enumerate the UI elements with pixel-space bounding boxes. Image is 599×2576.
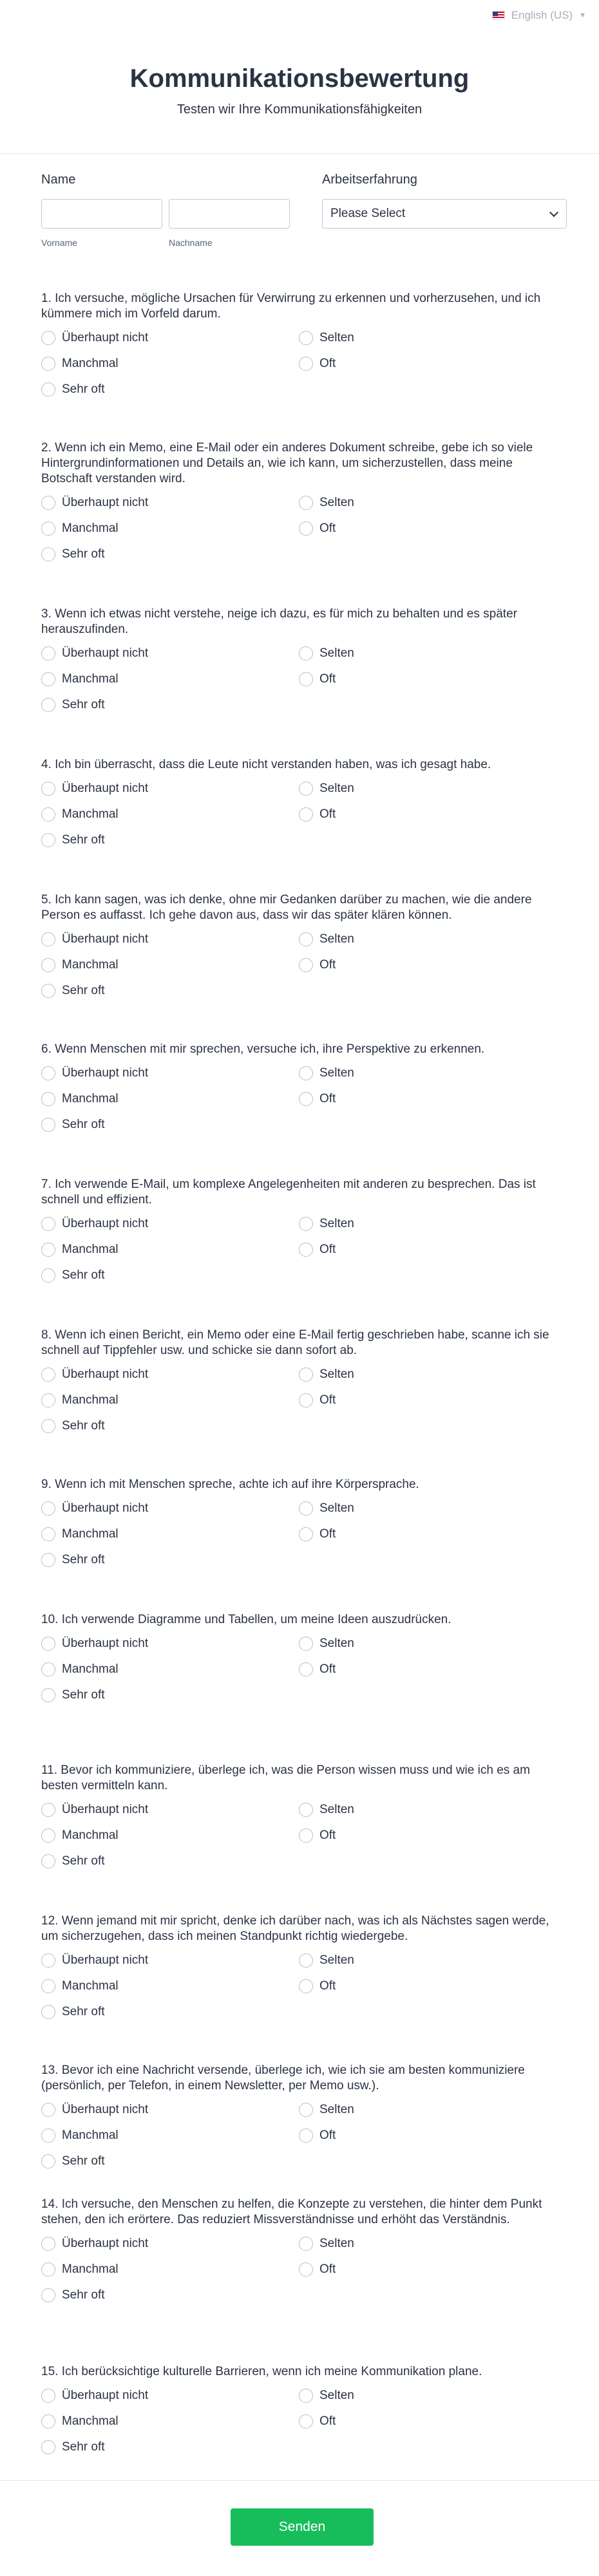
question-text: 13. Bevor ich eine Nachricht versende, überlege ich, wie ich sie am besten kommuniziere (persönlich, per Telefon, in einem Newsletter, per Memo usw.). (41, 2064, 525, 2092)
radio-circle-icon[interactable] (41, 698, 55, 712)
radio-option[interactable] (41, 382, 299, 397)
radio-option-label: Selten (319, 1637, 354, 1650)
question-text: 5. Ich kann sagen, was ich denke, ohne mir Gedanken darüber zu machen, wie die andere Person es auffasst. Ich gehe davon aus, dass wir das später klären können. (41, 893, 532, 922)
question-text: 12. Wenn jemand mit mir spricht, denke ich darüber nach, was ich als Nächstes sagen werde, um sicherzugehen, dass ich meinen Standpunkt richtig wiedergebe. (41, 1914, 549, 1943)
radio-option-label: Selten (319, 1368, 354, 1381)
question-7 (41, 1177, 563, 1283)
radio-option[interactable] (299, 2262, 556, 2277)
radio-circle-icon[interactable] (41, 382, 55, 397)
radio-circle-icon[interactable] (299, 958, 313, 972)
radio-option[interactable] (41, 1829, 299, 1843)
radio-circle-icon[interactable] (41, 932, 55, 946)
radio-option[interactable] (41, 1553, 299, 1567)
radio-circle-icon[interactable] (41, 1829, 55, 1843)
radio-option[interactable] (299, 958, 556, 972)
radio-circle-icon[interactable] (299, 1527, 313, 1541)
experience-label: Arbeitserfahrung (322, 173, 417, 187)
radio-option-label: Manchmal (62, 2414, 119, 2428)
radio-circle-icon[interactable] (299, 672, 313, 686)
radio-option-label: Manchmal (62, 1243, 119, 1256)
radio-option[interactable] (41, 331, 299, 345)
form-header (0, 64, 599, 117)
question-14 (41, 2197, 563, 2302)
radio-option-label: Oft (319, 2129, 336, 2142)
radio-option-label: Überhaupt nicht (62, 496, 149, 509)
radio-option-label: Selten (319, 331, 354, 344)
radio-option[interactable] (299, 1066, 556, 1080)
answer-options (41, 782, 563, 847)
radio-circle-icon[interactable] (299, 496, 313, 510)
first-name-sublabel: Vorname (41, 238, 78, 248)
question-text: 8. Wenn ich einen Bericht, ein Memo oder eine E-Mail fertig geschrieben habe, scanne ich sie schnell auf Tippfehler usw. und schicke sie dann sofort ab. (41, 1328, 549, 1357)
radio-option[interactable] (41, 646, 299, 661)
radio-option-label: Selten (319, 782, 354, 795)
radio-circle-icon[interactable] (41, 2154, 55, 2168)
radio-option-label: Oft (319, 672, 336, 686)
radio-option[interactable] (299, 1393, 556, 1407)
radio-option-label: Oft (319, 807, 336, 821)
radio-option-label: Manchmal (62, 807, 119, 821)
radio-circle-icon[interactable] (299, 807, 313, 822)
page-subtitle: Testen wir Ihre Kommunikationsfähigkeiten (176, 102, 423, 117)
radio-option-label: Überhaupt nicht (62, 1368, 149, 1381)
radio-circle-icon[interactable] (41, 1953, 55, 1968)
radio-circle-icon[interactable] (299, 2103, 313, 2117)
radio-circle-icon[interactable] (299, 1393, 313, 1407)
answer-options (41, 2237, 563, 2302)
radio-option[interactable] (41, 1092, 299, 1106)
radio-circle-icon[interactable] (41, 1803, 55, 1817)
radio-circle-icon[interactable] (41, 1854, 55, 1868)
radio-option-label: Manchmal (62, 1393, 119, 1407)
radio-circle-icon[interactable] (41, 2262, 55, 2277)
radio-circle-icon[interactable] (41, 2129, 55, 2143)
radio-option-label: Sehr oft (62, 1268, 105, 1282)
radio-circle-icon[interactable] (299, 1637, 313, 1651)
radio-option[interactable] (299, 1501, 556, 1516)
question-text: 3. Wenn ich etwas nicht verstehe, neige ich dazu, es für mich zu behalten und es später herauszufinden. (41, 607, 517, 636)
caret-down-icon: ▼ (579, 12, 586, 19)
radio-circle-icon[interactable] (299, 2129, 313, 2143)
question-1 (41, 291, 563, 397)
radio-option[interactable] (41, 1953, 299, 1968)
radio-circle-icon[interactable] (41, 547, 55, 561)
radio-option[interactable] (299, 1803, 556, 1817)
radio-option[interactable] (299, 1368, 556, 1382)
radio-option[interactable] (41, 1688, 299, 1702)
radio-circle-icon[interactable] (299, 1368, 313, 1382)
first-name-input[interactable] (41, 199, 162, 229)
answer-options (41, 1368, 563, 1433)
radio-option-label: Oft (319, 1829, 336, 1842)
language-selector[interactable] (492, 9, 586, 22)
radio-circle-icon[interactable] (41, 1662, 55, 1677)
radio-option[interactable] (41, 984, 299, 998)
radio-option-label: Überhaupt nicht (62, 1637, 149, 1650)
radio-option-label: Manchmal (62, 2129, 119, 2142)
radio-circle-icon[interactable] (41, 1118, 55, 1132)
radio-circle-icon[interactable] (41, 331, 55, 345)
radio-option[interactable] (299, 1637, 556, 1651)
radio-option[interactable] (41, 2103, 299, 2117)
radio-option-label: Sehr oft (62, 2288, 105, 2302)
radio-option[interactable] (299, 1953, 556, 1968)
radio-option[interactable] (299, 646, 556, 661)
experience-selected-value: Please Select (330, 207, 406, 220)
radio-circle-icon[interactable] (41, 522, 55, 536)
radio-option-label: Manchmal (62, 357, 119, 370)
radio-option-label: Manchmal (62, 1829, 119, 1842)
radio-option-label: Manchmal (62, 672, 119, 686)
radio-circle-icon[interactable] (299, 1092, 313, 1106)
radio-option-label: Sehr oft (62, 1688, 105, 1702)
radio-option[interactable] (299, 2237, 556, 2251)
footer-divider (0, 2480, 599, 2481)
radio-circle-icon[interactable] (41, 1092, 55, 1106)
radio-circle-icon[interactable] (299, 1953, 313, 1968)
radio-option-label: Sehr oft (62, 1553, 105, 1566)
radio-option[interactable] (299, 1527, 556, 1541)
answer-options (41, 646, 563, 712)
radio-circle-icon[interactable] (41, 782, 55, 796)
radio-circle-icon[interactable] (299, 782, 313, 796)
radio-option-label: Manchmal (62, 522, 119, 535)
radio-option-label: Oft (319, 1092, 336, 1105)
radio-option-label: Sehr oft (62, 382, 105, 396)
radio-option[interactable] (299, 1979, 556, 1993)
radio-option-label: Sehr oft (62, 1118, 105, 1131)
radio-option-label: Selten (319, 2103, 354, 2116)
question-text: 2. Wenn ich ein Memo, eine E-Mail oder ein anderes Dokument schreibe, gebe ich so viele Hintergrundinformationen und Details an, wie ich kann, um sicherzustellen, dass meine Botschaft verstanden wird. (41, 441, 533, 485)
question-text: 6. Wenn Menschen mit mir sprechen, versuche ich, ihre Perspektive zu erkennen. (41, 1042, 485, 1056)
question-9 (41, 1477, 563, 1567)
answer-options (41, 1066, 563, 1132)
radio-option[interactable] (41, 2262, 299, 2277)
question-8 (41, 1328, 563, 1433)
question-text: 11. Bevor ich kommuniziere, überlege ich, was die Person wissen muss und wie ich es am besten vermitteln kann. (41, 1763, 530, 1792)
radio-option-label: Überhaupt nicht (62, 1803, 149, 1816)
radio-circle-icon[interactable] (299, 357, 313, 371)
radio-circle-icon[interactable] (299, 1066, 313, 1080)
radio-option-label: Überhaupt nicht (62, 1953, 149, 1967)
question-15 (41, 2364, 563, 2454)
radio-option[interactable] (41, 1662, 299, 1677)
radio-option[interactable] (41, 1419, 299, 1433)
answer-options (41, 496, 563, 561)
radio-option[interactable] (41, 2237, 299, 2251)
radio-option[interactable] (299, 522, 556, 536)
radio-option-label: Oft (319, 1662, 336, 1676)
radio-option-label: Sehr oft (62, 833, 105, 847)
radio-option-label: Überhaupt nicht (62, 932, 149, 946)
answer-options (41, 331, 563, 397)
radio-circle-icon[interactable] (41, 1527, 55, 1541)
radio-option[interactable] (41, 1217, 299, 1231)
last-name-sublabel: Nachname (169, 238, 213, 248)
radio-option[interactable] (41, 1803, 299, 1817)
radio-option-label: Sehr oft (62, 547, 105, 561)
question-text: 10. Ich verwende Diagramme und Tabellen, um meine Ideen auszudrücken. (41, 1613, 452, 1626)
radio-option-label: Selten (319, 496, 354, 509)
radio-option-label: Oft (319, 522, 336, 535)
radio-option[interactable] (41, 2129, 299, 2143)
radio-circle-icon[interactable] (41, 2414, 55, 2429)
radio-option[interactable] (41, 932, 299, 946)
radio-circle-icon[interactable] (299, 1979, 313, 1993)
radio-circle-icon[interactable] (299, 2389, 313, 2403)
radio-option-label: Manchmal (62, 1662, 119, 1676)
page-title: Kommunikationsbewertung (129, 64, 470, 93)
radio-option[interactable] (299, 2389, 556, 2403)
radio-circle-icon[interactable] (299, 1243, 313, 1257)
radio-option[interactable] (299, 1092, 556, 1106)
radio-option-label: Überhaupt nicht (62, 646, 149, 660)
radio-option-label: Oft (319, 958, 336, 972)
radio-option[interactable] (299, 2129, 556, 2143)
answer-options (41, 1803, 563, 1868)
radio-option[interactable] (41, 2440, 299, 2454)
radio-circle-icon[interactable] (299, 646, 313, 661)
radio-option-label: Sehr oft (62, 1419, 105, 1433)
radio-circle-icon[interactable] (299, 932, 313, 946)
personal-info-section (41, 173, 556, 248)
radio-option[interactable] (41, 2389, 299, 2403)
question-13 (41, 2063, 563, 2168)
radio-option-label: Überhaupt nicht (62, 331, 149, 344)
name-field (41, 173, 290, 248)
radio-option-label: Selten (319, 932, 354, 946)
radio-option[interactable] (299, 357, 556, 371)
radio-option-label: Überhaupt nicht (62, 2103, 149, 2116)
radio-circle-icon[interactable] (41, 833, 55, 847)
radio-option[interactable] (299, 672, 556, 686)
radio-circle-icon[interactable] (299, 2262, 313, 2277)
question-3 (41, 606, 563, 712)
radio-option-label: Selten (319, 2389, 354, 2402)
radio-option[interactable] (41, 1243, 299, 1257)
radio-option-label: Selten (319, 1066, 354, 1080)
radio-option[interactable] (299, 1217, 556, 1231)
radio-circle-icon[interactable] (41, 2237, 55, 2251)
radio-option[interactable] (41, 357, 299, 371)
us-flag-icon (492, 11, 505, 20)
radio-option-label: Manchmal (62, 1527, 119, 1541)
radio-circle-icon[interactable] (299, 331, 313, 345)
submit-button[interactable]: Senden (231, 2508, 374, 2546)
question-text: 9. Wenn ich mit Menschen spreche, achte ich auf ihre Körpersprache. (41, 1478, 419, 1491)
radio-option[interactable] (299, 2103, 556, 2117)
radio-circle-icon[interactable] (41, 2389, 55, 2403)
radio-circle-icon[interactable] (41, 646, 55, 661)
radio-option-label: Überhaupt nicht (62, 2389, 149, 2402)
radio-circle-icon[interactable] (41, 1979, 55, 1993)
radio-option[interactable] (299, 1662, 556, 1677)
radio-option-label: Sehr oft (62, 2154, 105, 2168)
answer-options (41, 1953, 563, 2019)
radio-option-label: Manchmal (62, 1979, 119, 1993)
radio-circle-icon[interactable] (41, 1368, 55, 1382)
radio-option-label: Manchmal (62, 958, 119, 972)
radio-option-label: Selten (319, 1953, 354, 1967)
radio-option[interactable] (41, 1637, 299, 1651)
radio-option[interactable] (41, 522, 299, 536)
radio-option[interactable] (41, 698, 299, 712)
radio-circle-icon[interactable] (41, 1066, 55, 1080)
question-text: 7. Ich verwende E-Mail, um komplexe Angelegenheiten mit anderen zu besprechen. Das ist schnell und effizient. (41, 1178, 536, 1207)
radio-circle-icon[interactable] (41, 1243, 55, 1257)
radio-circle-icon[interactable] (299, 1803, 313, 1817)
question-4 (41, 757, 563, 847)
radio-circle-icon[interactable] (41, 496, 55, 510)
radio-option-label: Oft (319, 1393, 336, 1407)
experience-field (322, 173, 567, 248)
radio-option-label: Sehr oft (62, 1854, 105, 1868)
radio-option[interactable] (41, 958, 299, 972)
radio-option[interactable] (299, 807, 556, 822)
radio-circle-icon[interactable] (41, 1553, 55, 1567)
radio-option[interactable] (299, 331, 556, 345)
radio-option-label: Selten (319, 2237, 354, 2250)
radio-circle-icon[interactable] (299, 2414, 313, 2429)
radio-circle-icon[interactable] (41, 1501, 55, 1516)
radio-circle-icon[interactable] (41, 672, 55, 686)
radio-circle-icon[interactable] (41, 984, 55, 998)
last-name-input[interactable] (169, 199, 290, 229)
radio-option[interactable] (299, 1243, 556, 1257)
radio-circle-icon[interactable] (299, 522, 313, 536)
question-6 (41, 1042, 563, 1132)
radio-option[interactable] (41, 1118, 299, 1132)
radio-option-label: Oft (319, 2262, 336, 2276)
radio-option-label: Sehr oft (62, 984, 105, 997)
radio-option[interactable] (299, 932, 556, 946)
radio-circle-icon[interactable] (41, 2288, 55, 2302)
radio-option-label: Überhaupt nicht (62, 1217, 149, 1230)
radio-option-label: Selten (319, 1803, 354, 1816)
radio-option[interactable] (41, 782, 299, 796)
radio-option-label: Sehr oft (62, 2440, 105, 2454)
radio-option-label: Selten (319, 646, 354, 660)
radio-option-label: Manchmal (62, 1092, 119, 1105)
radio-circle-icon[interactable] (299, 1501, 313, 1516)
answer-options (41, 2103, 563, 2168)
question-12 (41, 1913, 563, 2019)
radio-circle-icon[interactable] (41, 1637, 55, 1651)
radio-option-label: Manchmal (62, 2262, 119, 2276)
radio-circle-icon[interactable] (41, 357, 55, 371)
chevron-down-icon (549, 208, 558, 217)
radio-option-label: Überhaupt nicht (62, 782, 149, 795)
radio-option[interactable] (41, 1368, 299, 1382)
radio-option[interactable] (41, 1066, 299, 1080)
radio-circle-icon[interactable] (299, 1217, 313, 1231)
radio-option-label: Oft (319, 1527, 336, 1541)
answer-options (41, 1637, 563, 1702)
radio-circle-icon[interactable] (41, 1688, 55, 1702)
radio-option[interactable] (41, 2154, 299, 2168)
answer-options (41, 2389, 563, 2454)
question-text: 15. Ich berücksichtige kulturelle Barrieren, wenn ich meine Kommunikation plane. (41, 2365, 482, 2378)
radio-circle-icon[interactable] (41, 958, 55, 972)
radio-option[interactable] (41, 1501, 299, 1516)
radio-circle-icon[interactable] (41, 1217, 55, 1231)
radio-option[interactable] (41, 1268, 299, 1283)
radio-circle-icon[interactable] (41, 1393, 55, 1407)
radio-circle-icon[interactable] (299, 1829, 313, 1843)
radio-option[interactable] (41, 833, 299, 847)
radio-option-label: Oft (319, 1979, 336, 1993)
question-text: 14. Ich versuche, den Menschen zu helfen, die Konzepte zu verstehen, die hinter dem Punkt stehen, den ich erörtere. Das reduziert Missverständnisse und erhöht das Verständnis. (41, 2197, 542, 2226)
question-5 (41, 892, 563, 998)
radio-option-label: Selten (319, 1217, 354, 1230)
question-text: 4. Ich bin überrascht, dass die Leute nicht verstanden haben, was ich gesagt habe. (41, 758, 491, 771)
radio-option[interactable] (41, 672, 299, 686)
answer-options (41, 932, 563, 998)
radio-option-label: Oft (319, 357, 336, 370)
radio-option-label: Überhaupt nicht (62, 1501, 149, 1515)
radio-option[interactable] (299, 782, 556, 796)
question-2 (41, 440, 563, 561)
name-label: Name (41, 173, 76, 187)
answer-options (41, 1501, 563, 1567)
radio-option-label: Überhaupt nicht (62, 2237, 149, 2250)
radio-circle-icon[interactable] (41, 2103, 55, 2117)
radio-circle-icon[interactable] (41, 2440, 55, 2454)
radio-option[interactable] (299, 1829, 556, 1843)
radio-option[interactable] (41, 547, 299, 561)
radio-option[interactable] (41, 2288, 299, 2302)
header-divider (0, 153, 599, 154)
radio-option[interactable] (41, 1527, 299, 1541)
radio-circle-icon[interactable] (41, 1419, 55, 1433)
question-10 (41, 1612, 563, 1702)
radio-option[interactable] (299, 2414, 556, 2429)
radio-option[interactable] (41, 2414, 299, 2429)
radio-circle-icon[interactable] (299, 1662, 313, 1677)
radio-option[interactable] (41, 2005, 299, 2019)
radio-circle-icon[interactable] (41, 1268, 55, 1283)
radio-option-label: Oft (319, 1243, 336, 1256)
radio-circle-icon[interactable] (41, 807, 55, 822)
radio-option-label: Überhaupt nicht (62, 1066, 149, 1080)
radio-option[interactable] (41, 807, 299, 822)
radio-circle-icon[interactable] (41, 2005, 55, 2019)
question-11 (41, 1763, 563, 1868)
answer-options (41, 1217, 563, 1283)
radio-option[interactable] (41, 1979, 299, 1993)
radio-option-label: Sehr oft (62, 698, 105, 711)
question-text: 1. Ich versuche, mögliche Ursachen für Verwirrung zu erkennen und vorherzusehen, und ich kümmere mich im Vorfeld darum. (41, 292, 541, 321)
radio-option-label: Oft (319, 2414, 336, 2428)
radio-option-label: Sehr oft (62, 2005, 105, 2018)
radio-option[interactable] (41, 1854, 299, 1868)
language-label: English (US) (511, 9, 573, 21)
radio-circle-icon[interactable] (299, 2237, 313, 2251)
radio-option-label: Selten (319, 1501, 354, 1515)
radio-option[interactable] (299, 496, 556, 510)
experience-select[interactable] (322, 199, 567, 229)
radio-option[interactable] (41, 496, 299, 510)
radio-option[interactable] (41, 1393, 299, 1407)
